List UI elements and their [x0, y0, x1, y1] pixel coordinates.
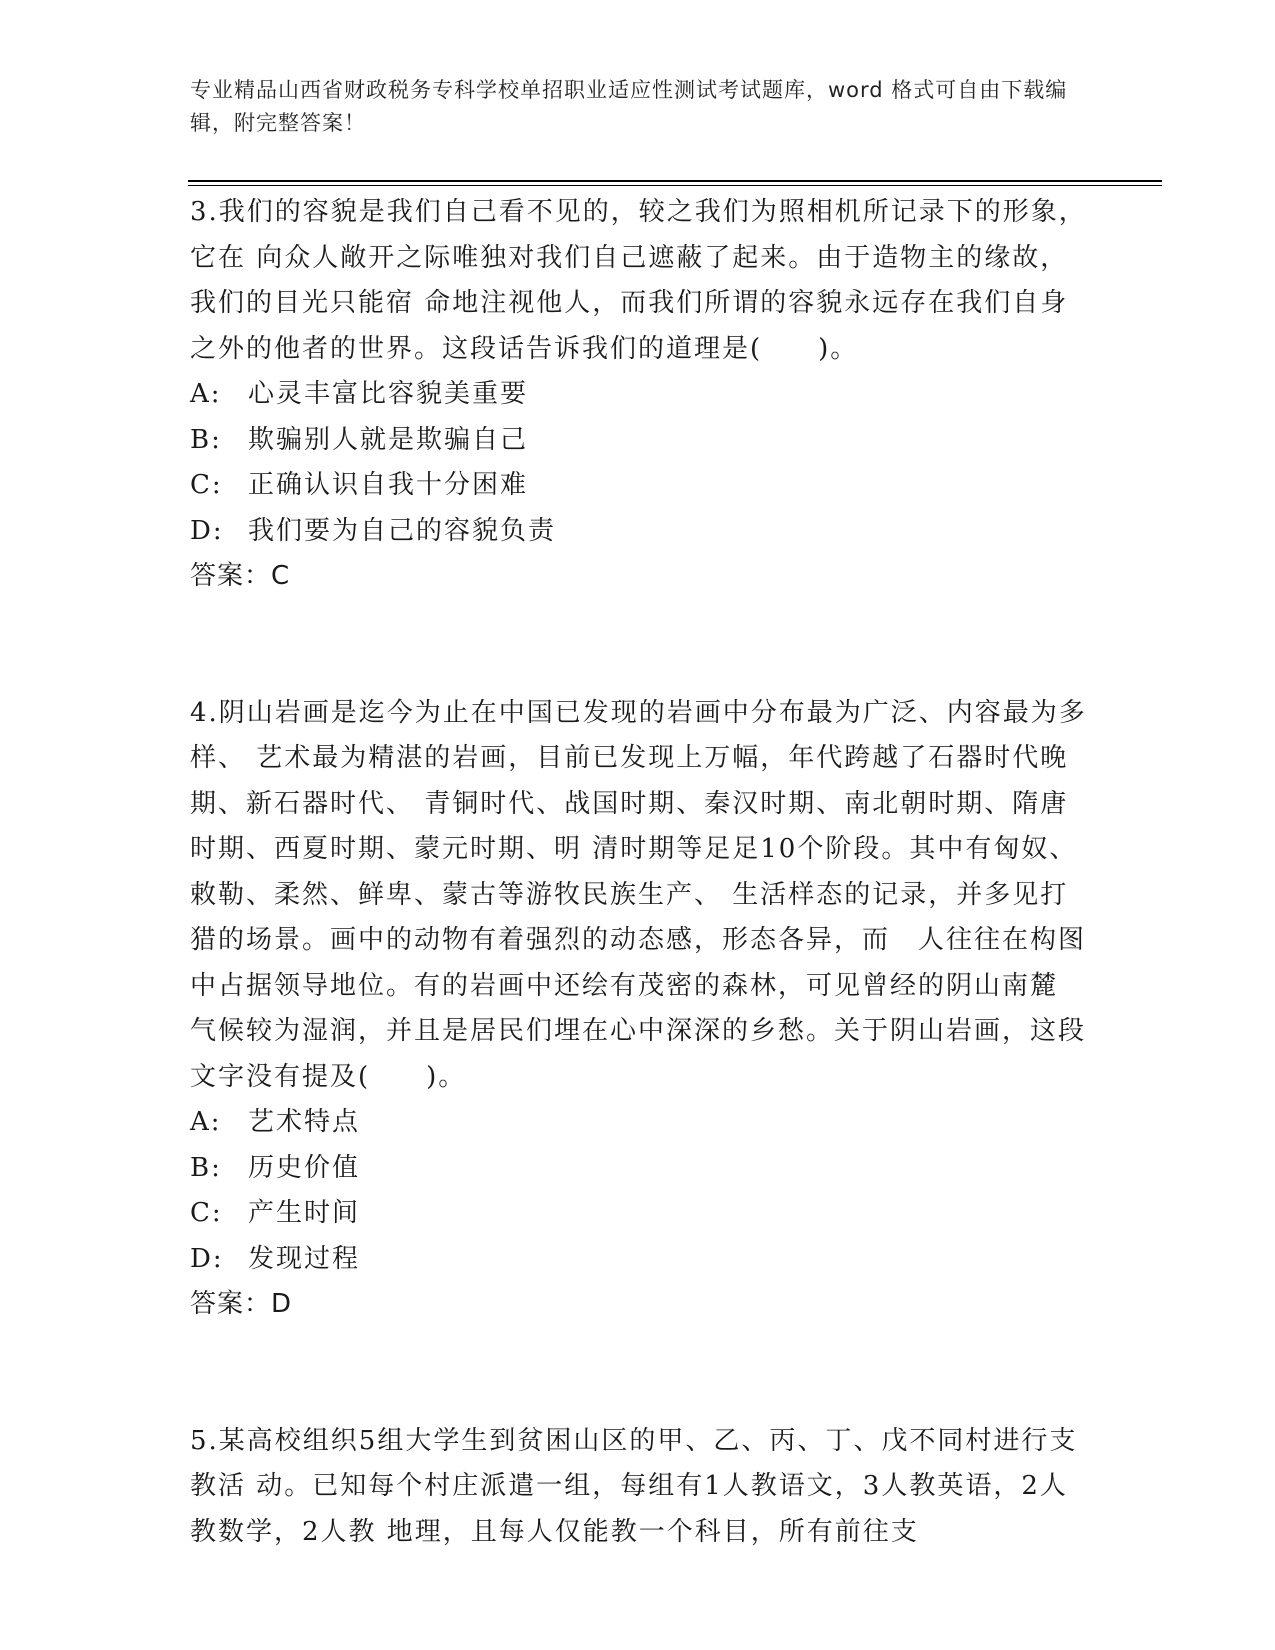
option-letter: D:: [190, 515, 224, 546]
answer-line: 答案：D: [190, 1289, 293, 1319]
option-letter: C:: [190, 1198, 223, 1228]
option-text: 艺术特点: [248, 1107, 361, 1137]
question-spacer: [190, 600, 1090, 691]
option-text: 正确认识自我十分困难: [248, 470, 529, 500]
question-spacer: [190, 1328, 1090, 1419]
option-text: 历史价值: [248, 1152, 361, 1183]
question-5: [190, 1419, 1090, 1556]
option-a: [190, 1100, 1090, 1146]
option-text: 欺骗别人就是欺骗自己: [248, 424, 529, 455]
question-4: [190, 691, 1090, 1328]
question-text: 3.我们的容貌是我们自己看不见的，较之我们为照相机所记录下的形象，它在 向众人敞开之际唯独对我们自己遮蔽了起来。由于造物主的缘故，我们的目光只能宿 命地注视他人，而我们所谓的容貌永远存在我们自身之外的他者的世界。这段话告诉我们的道理是( )。: [190, 197, 1087, 364]
option-b: [190, 1146, 1090, 1192]
question-text: 4.阴山岩画是迄今为止在中国已发现的岩画中分布最为广泛、内容最为多样、 艺术最为精湛的岩画，目前已发现上万幅，年代跨越了石器时代晚期、新石器时代、 青铜时代、战国时期、秦汉时期、南北朝时期、隋唐时期、西夏时期、蒙元时期、明 清时期等足足10个阶段。其中有匈奴、敕勒、柔然、鲜卑、蒙古等游牧民族生产、 生活样态的记录，并多见打猎的场景。画中的动物有着强烈的动态感，形态各异，而 人往往在构图中占据领导地位。有的岩画中还绘有茂密的森林，可见曾经的阴山南麓 气候较为湿润，并且是居民们埋在心中深深的乡愁。关于阴山岩画，这段文字没有提及( )。: [190, 697, 1087, 1092]
header-rule-thin: [188, 185, 1162, 186]
option-letter: B:: [190, 1152, 222, 1183]
option-b: [190, 418, 1090, 464]
option-letter: A:: [190, 1107, 222, 1137]
question-text: 5.某高校组织5组大学生到贫困山区的甲、乙、丙、丁、戊不同村进行支教活 动。已知每个村庄派遣一组，每组有1人教语文，3人教英语，2人教数学，2人教 地理，且每人仅能教一个科目，所有前往支: [190, 1425, 1078, 1547]
option-letter: C:: [190, 470, 223, 500]
question-3: [190, 190, 1090, 600]
option-c: [190, 1191, 1090, 1237]
page-header: 专业精品山西省财政税务专科学校单招职业适应性测试考试题库，word 格式可自由下载编辑，附完整答案！: [190, 78, 1068, 135]
option-d: [190, 1237, 1090, 1283]
option-letter: A:: [190, 379, 222, 409]
option-text: 心灵丰富比容貌美重要: [248, 379, 529, 409]
header-rule-thick: [188, 180, 1162, 182]
option-a: [190, 372, 1090, 418]
option-d: [190, 509, 1090, 555]
answer-line: 答案：C: [190, 561, 291, 591]
option-c: [190, 463, 1090, 509]
option-text: 发现过程: [248, 1243, 361, 1274]
option-letter: B:: [190, 424, 222, 455]
content-area: [190, 190, 1090, 1555]
option-text: 我们要为自己的容貌负责: [248, 515, 557, 546]
option-letter: D:: [190, 1243, 224, 1274]
option-text: 产生时间: [248, 1198, 361, 1228]
